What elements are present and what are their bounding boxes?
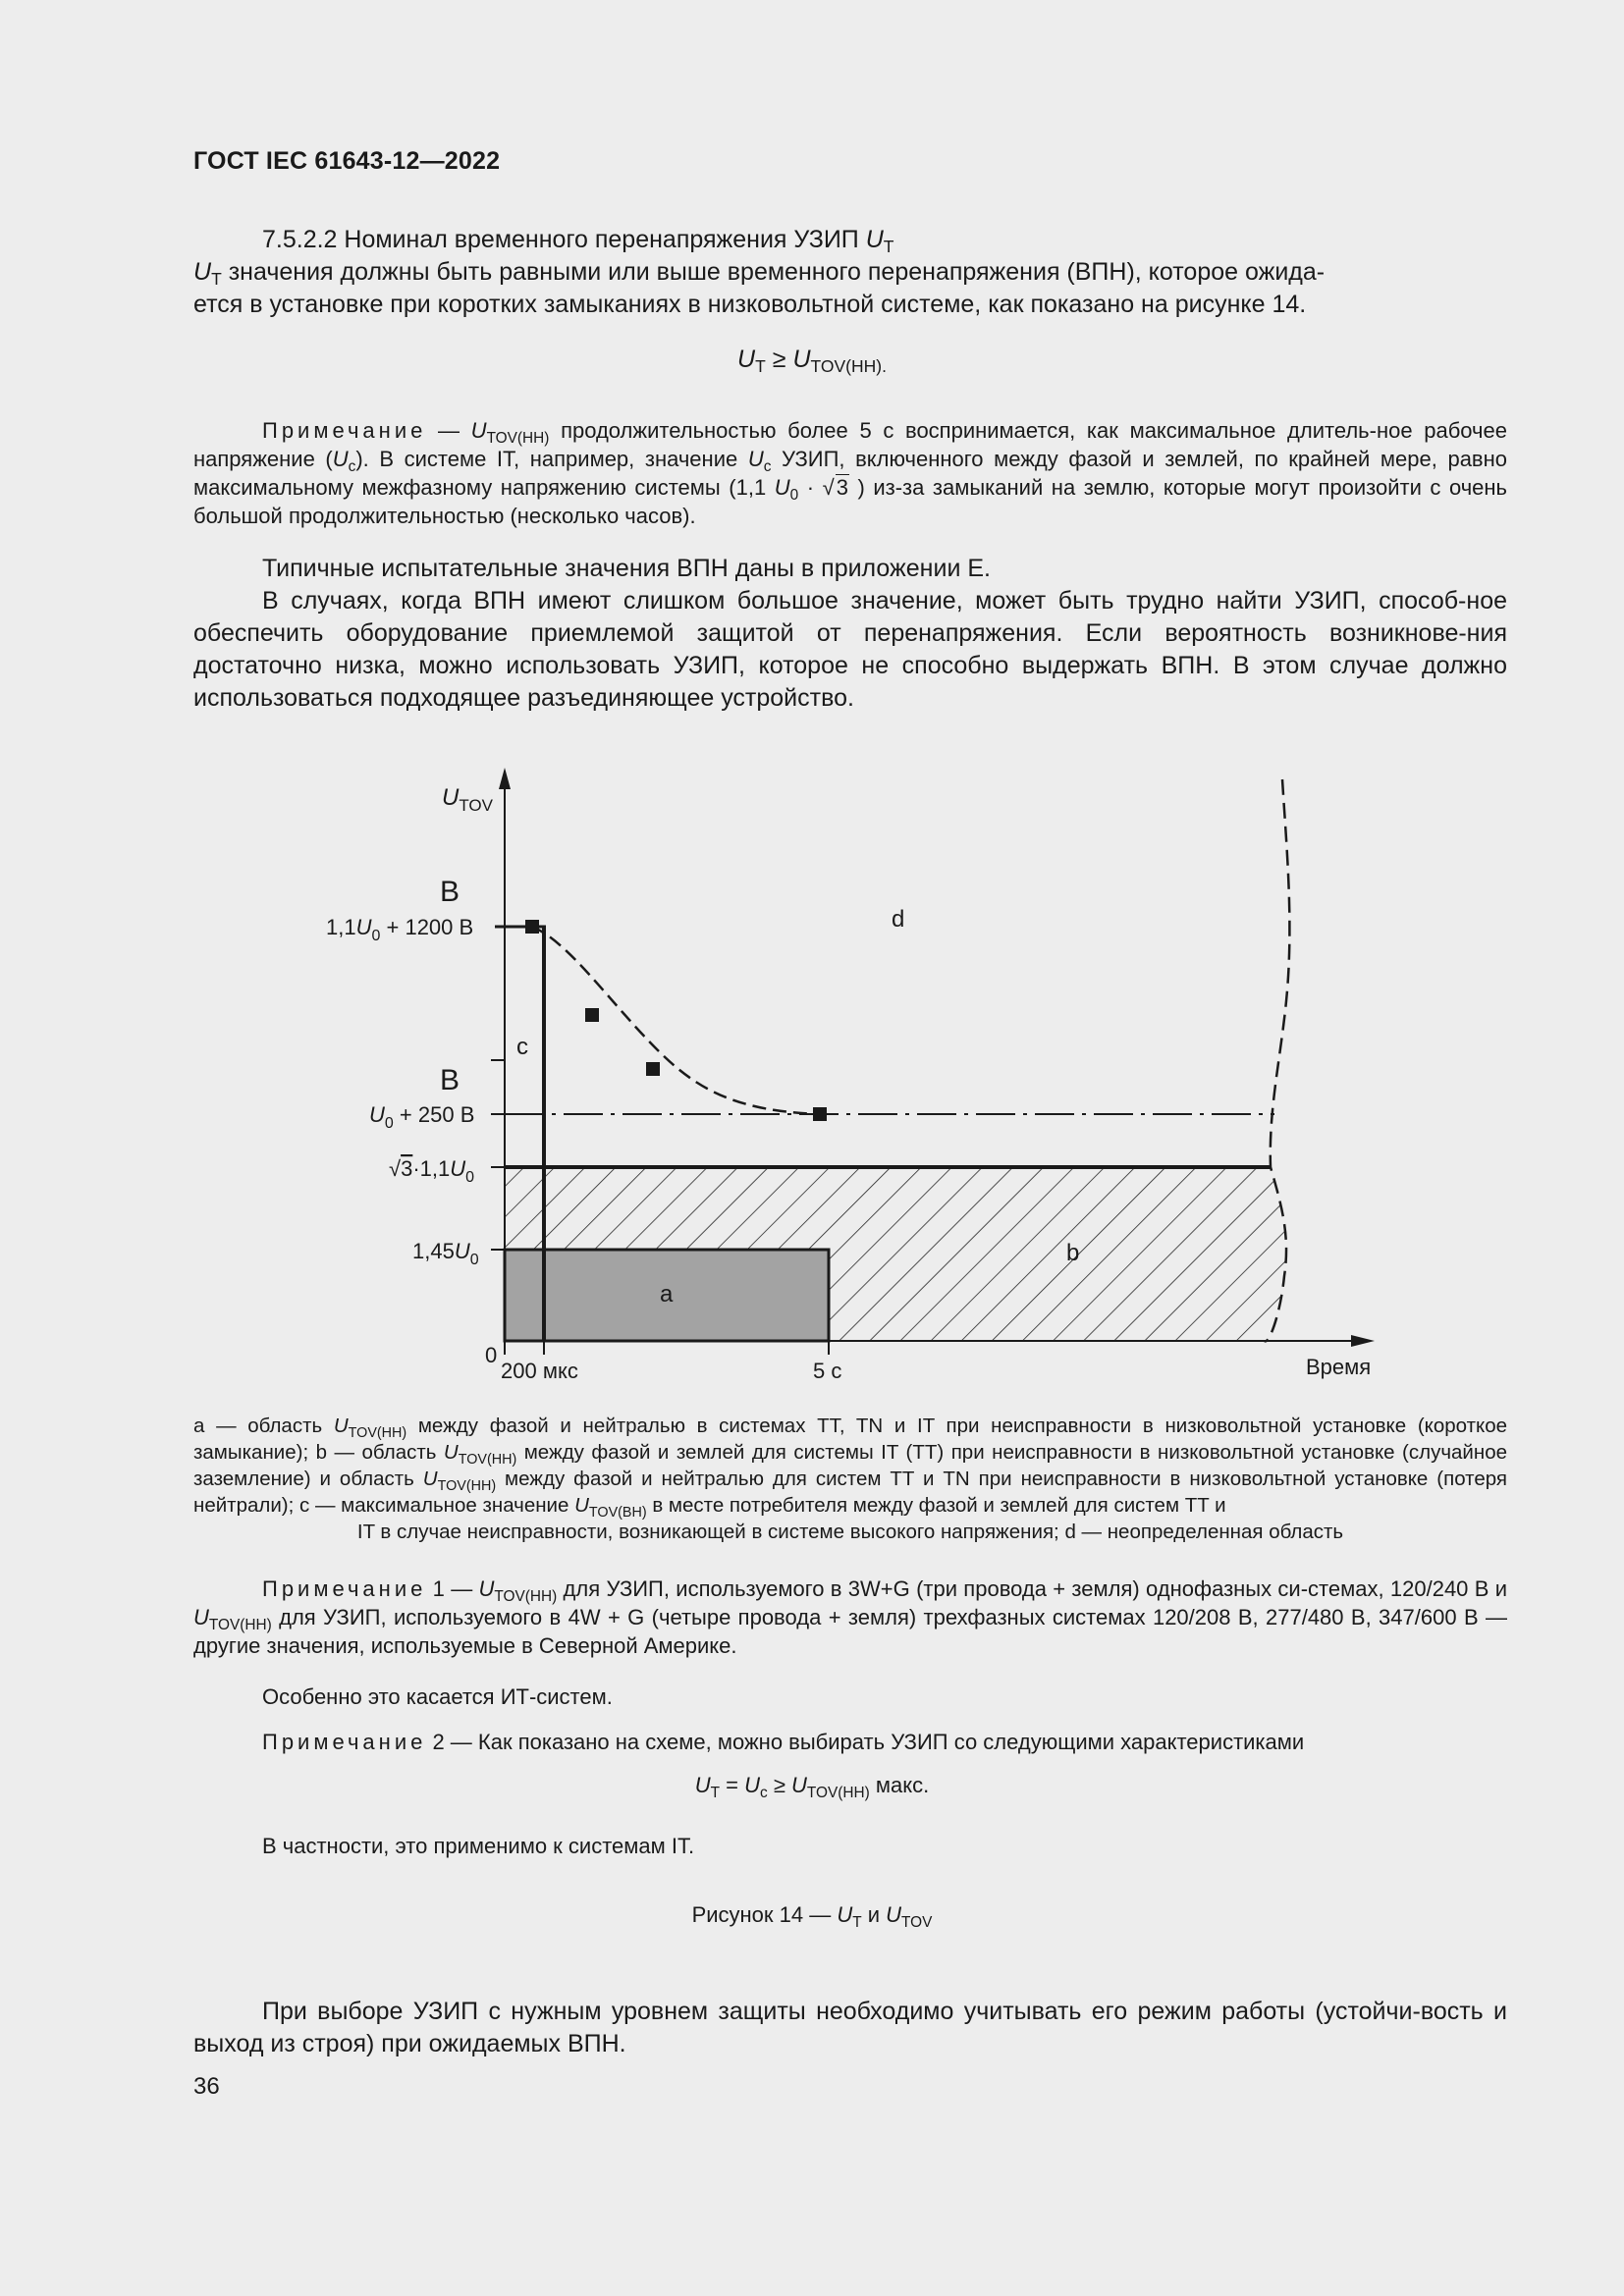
section-line1: $U_T$ значения должны быть равными или выше временного перенапряжения (ВПН), которое ожида-: [193, 258, 1326, 289]
region-c-label: c: [516, 1034, 528, 1060]
curve-point-4: [813, 1107, 827, 1121]
formula-1: $U_T \ge U_{TOV(HH).}$: [737, 346, 887, 376]
x-axis-label: Время: [1306, 1355, 1372, 1379]
paragraph-high-tov: В случаях, когда ВПН имеют слишком большое значение, может быть трудно найти УЗИП, способ-ное обеспечить оборудование приемлемой защитой от перенапряжения. Если вероятность возникнове-ния достаточно низка, можно использовать УЗИП, которое не способно выдержать ВПН. В этом случае должно использоваться подходящее разъединяющее устройство.: [193, 587, 1507, 712]
paragraph-it-systems: Особенно это касается ИТ-систем.: [262, 1684, 613, 1709]
note-0: Примечание — $U_{TOV(HH)}$ продолжительностью более 5 с воспринимается, как максимальное длитель-ное рабочее напряжение $(U_c)$. В системе IT, например, значение $U_c$ УЗИП, включенного между фазой и землей, по крайней мере, равно максимальному межфазному напряжению системы (1,1 $U_0 \cdot √3$ ) из-за замыканий на землю, которые могут произойти с очень большой продолжительностью (несколько часов).: [193, 418, 1508, 528]
document-header: ГОСТ IEC 61643-12—2022: [193, 147, 501, 175]
paragraph-typical-values: Типичные испытательные значения ВПН даны в приложении Е.: [262, 555, 991, 582]
paragraph-final: При выборе УЗИП с нужным уровнем защиты необходимо учитывать его режим работы (устойчи-вость и выход из строя) при ожидаемых ВПН.: [193, 1998, 1507, 2057]
section-line2: ется в установке при коротких замыканиях в низковольтной системе, как показано на рисунке 14.: [193, 291, 1307, 318]
label-level-u0-250: $U_0 + 250$ В: [369, 1102, 475, 1132]
formula-2: $U_T = U_c \ge U_{TOV(HH)}$ макс.: [694, 1773, 930, 1801]
label-level-sqrt3: $√3\cdot 1,1U_0$: [389, 1156, 475, 1186]
tov-decay-curve: [532, 927, 820, 1114]
figure-legend-last-line: IT в случае неисправности, возникающей в системе высокого напряжения; d — неопределенная область: [356, 1521, 1344, 1543]
paragraph-it-applicable: В частности, это применимо к системам IT.: [262, 1834, 695, 1858]
page-number: 36: [193, 2073, 220, 2100]
y-axis-arrow: [499, 768, 511, 789]
label-level-145: $1,45U_0$: [412, 1239, 479, 1268]
curve-point-3: [646, 1062, 660, 1076]
tick-label-5s: 5 с: [813, 1359, 842, 1383]
label-zero: 0: [485, 1343, 498, 1367]
label-level-1200: $1,1U_0 + 1200$ В: [326, 915, 474, 944]
curve-point-1: [525, 920, 539, 934]
y-axis-label: $U_{TOV}$: [442, 784, 493, 815]
label-b-upper: В: [440, 876, 460, 908]
note-1: Примечание 1 — $U_{TOV(HH)}$ для УЗИП, используемого в 3W+G (три провода + земля) однофазных си-стемах, 120/240 В и $U_{TOV(HH)}$ для УЗИП, используемого в 4W + G (четыре провода + земля) трехфазных системах 120/208 В, 277/480 В, 347/600 В — другие значения, используемые в Северной Америке.: [193, 1576, 1507, 1658]
note-2: Примечание 2 — Как показано на схеме, можно выбирать УЗИП со следующими характеристиками: [262, 1730, 1305, 1754]
region-d-label: d: [892, 906, 905, 933]
region-b-label: b: [1066, 1240, 1080, 1266]
section-heading: 7.5.2.2 Номинал временного перенапряжения УЗИП $U_T$: [262, 226, 894, 256]
x-axis-arrow: [1351, 1335, 1375, 1347]
region-a-label: a: [660, 1281, 674, 1308]
curve-point-2: [585, 1008, 599, 1022]
figure-caption: Рисунок 14 — $U_T$ и $U_{TOV}$: [691, 1902, 933, 1931]
figure-legend: a — область $U_{TOV(HH)}$ между фазой и нейтралью в системах TT, TN и IT при неисправности в низковольтной установке (короткое замыкание); b — область $U_{TOV(HH)}$ между фазой и землей для системы IT (TT) при неисправности в низковольтной установке (случайное заземление) и область $U_{TOV(HH)}$ между фазой и нейтралью для систем TT и TN при неисправности в низковольтной установке (потеря нейтрали); c — максимальное значение $U_{TOV(BH)}$ в месте потребителя между фазой и землей для систем TT и IT в случае неисправности, возникающей в системе высокого напряжения; d — неопределенная область: [193, 1415, 1507, 1543]
label-b-lower: В: [440, 1064, 460, 1096]
tick-label-200us: 200 мкс: [501, 1359, 578, 1383]
figure-14-diagram: [314, 766, 1394, 1394]
section-7-5-2-2: [193, 224, 1507, 321]
